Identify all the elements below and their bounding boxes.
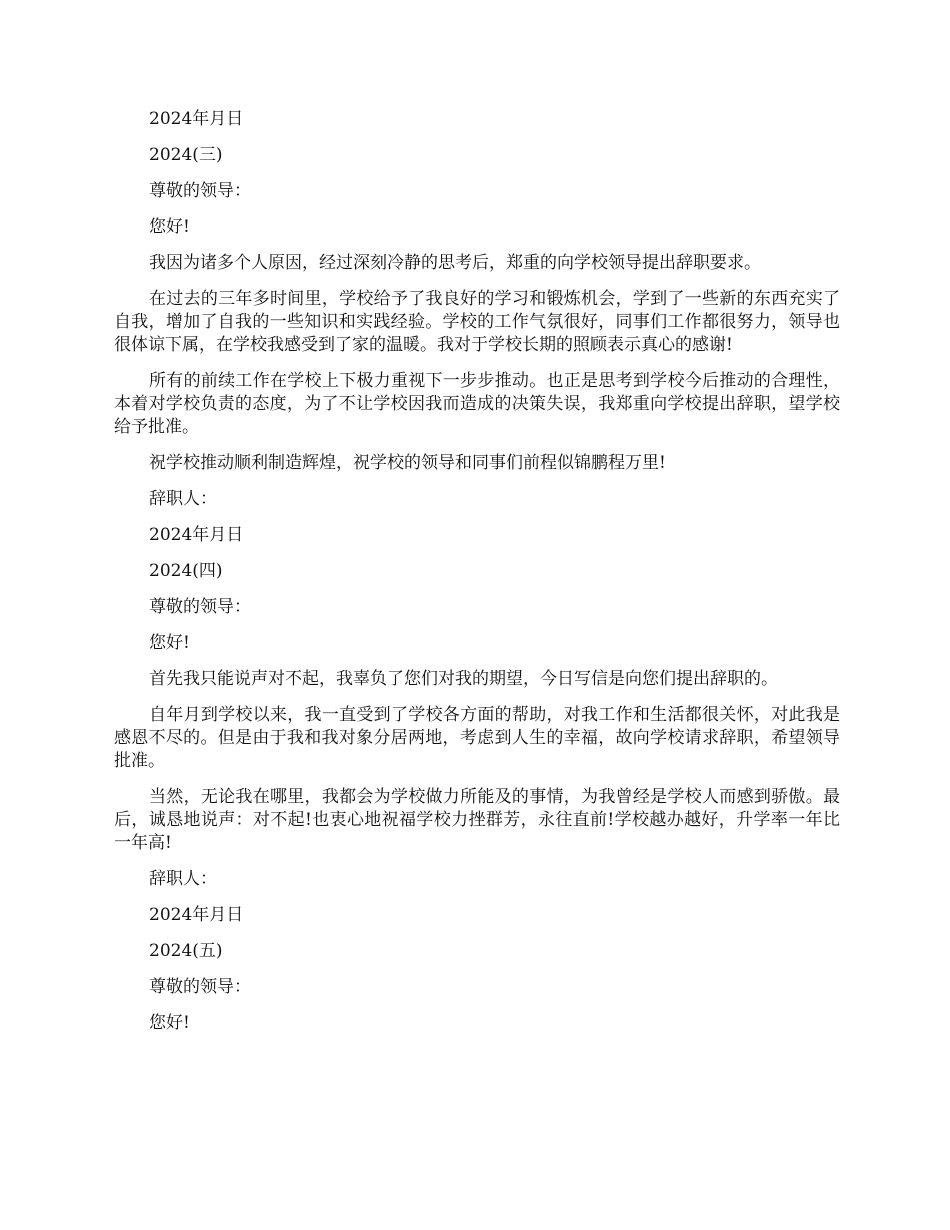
date-line: 2024年月日 bbox=[149, 905, 244, 925]
date-line: 2024年月日 bbox=[149, 525, 244, 545]
signature-line: 辞职人： bbox=[149, 489, 217, 509]
section-heading: 2024(三) bbox=[149, 145, 223, 165]
greeting: 您好! bbox=[149, 633, 190, 653]
salutation: 尊敬的领导： bbox=[149, 977, 251, 997]
date-line: 2024年月日 bbox=[149, 109, 244, 129]
body-paragraph: 在过去的三年多时间里，学校给予了我良好的学习和锻炼机会，学到了一些新的东西充实了自我，增加了自我的一些知识和实践经验。学校的工作气氛很好，同事们工作都很努力，领导也很体谅下属，在学校我感受到了家的温暖。我对于学校长期的照顾表示真心的感谢! bbox=[114, 289, 840, 355]
body-paragraph: 当然，无论我在哪里，我都会为学校做力所能及的事情，为我曾经是学校人而感到骄傲。最后，诚恳地说声：对不起!也衷心地祝福学校力挫群芳，永往直前!学校越办越好，升学率一年比一年高! bbox=[114, 787, 840, 853]
section-heading: 2024(五) bbox=[149, 941, 223, 961]
body-paragraph: 自年月到学校以来，我一直受到了学校各方面的帮助，对我工作和生活都很关怀，对此我是感恩不尽的。但是由于我和我对象分居两地，考虑到人生的幸福，故向学校请求辞职，希望领导批准。 bbox=[114, 705, 840, 771]
salutation: 尊敬的领导： bbox=[149, 597, 251, 617]
body-paragraph: 我因为诸多个人原因，经过深刻冷静的思考后，郑重的向学校领导提出辞职要求。 bbox=[149, 253, 761, 273]
body-paragraph: 首先我只能说声对不起，我辜负了您们对我的期望，今日写信是向您们提出辞职的。 bbox=[149, 669, 778, 689]
body-paragraph: 所有的前续工作在学校上下极力重视下一步步推动。也正是思考到学校今后推动的合理性，本着对学校负责的态度，为了不让学校因我而造成的决策失误，我郑重向学校提出辞职，望学校给予批准。 bbox=[114, 371, 840, 437]
greeting: 您好! bbox=[149, 1013, 190, 1033]
salutation: 尊敬的领导： bbox=[149, 181, 251, 201]
closing-wish: 祝学校推动顺利制造辉煌，祝学校的领导和同事们前程似锦鹏程万里! bbox=[149, 453, 666, 473]
document-page bbox=[114, 108, 840, 1048]
greeting: 您好! bbox=[149, 217, 190, 237]
signature-line: 辞职人： bbox=[149, 869, 217, 889]
section-heading: 2024(四) bbox=[149, 561, 223, 581]
